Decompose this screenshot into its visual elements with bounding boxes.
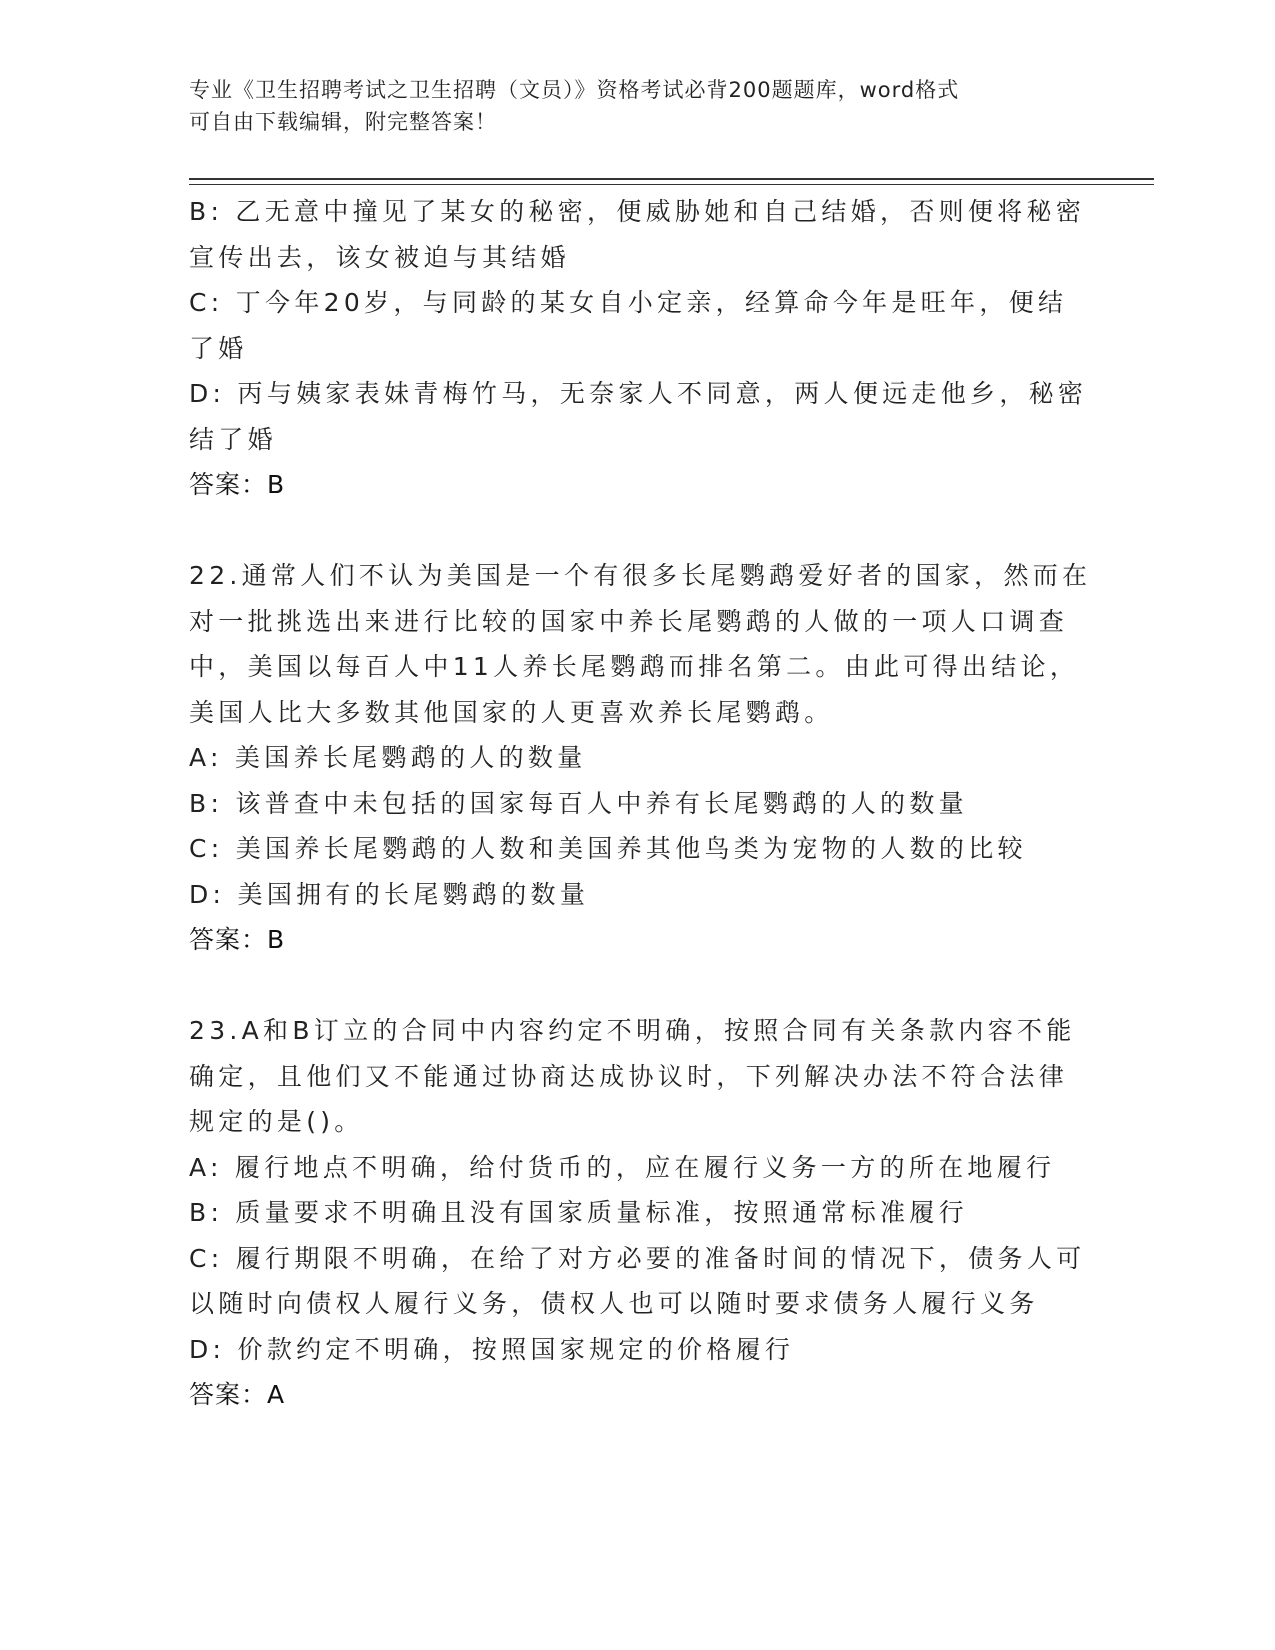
q23-option-d: D: 价款约定不明确，按照国家规定的价格履行	[189, 1334, 795, 1364]
question-content	[189, 189, 1092, 1418]
q22-option-a: A: 美国养长尾鹦鹉的人的数量	[189, 743, 587, 772]
header-divider-thick	[189, 178, 1154, 180]
q22-answer: 答案：B	[189, 925, 286, 954]
question-23-block	[189, 1008, 1089, 1418]
q22-option-d: D: 美国拥有的长尾鹦鹉的数量	[189, 879, 590, 909]
header-divider-thin	[189, 184, 1154, 185]
q22-option-b: B: 该普查中未包括的国家每百人中养有长尾鹦鹉的人的数量	[189, 788, 968, 818]
spacer	[189, 508, 1089, 554]
q22-stem-line-2: 对一批挑选出来进行比较的国家中养长尾鹦鹉的人做的一项人口调查	[189, 606, 1069, 636]
q23-option-c-line-1: C: 履行期限不明确，在给了对方必要的准备时间的情况下，债务人可	[189, 1243, 1086, 1273]
q23-stem-line-2: 确定，且他们又不能通过协商达成协议时，下列解决办法不符合法律	[189, 1061, 1069, 1091]
header-line-2: 可自由下载编辑，附完整答案！	[189, 110, 497, 134]
q22-option-c: C: 美国养长尾鹦鹉的人数和美国养其他鸟类为宠物的人数的比较	[189, 834, 1027, 863]
q23-answer: 答案：A	[189, 1380, 286, 1409]
q22-stem-line-3: 中，美国以每百人中11人养长尾鹦鹉而排名第二。由此可得出结论，	[189, 652, 1080, 681]
q21-option-c-line-1: C: 丁今年20岁，与同龄的某女自小定亲，经算命今年是旺年，便结	[189, 288, 1068, 317]
q22-stem-line-4: 美国人比大多数其他国家的人更喜欢养长尾鹦鹉。	[189, 697, 834, 727]
document-header	[189, 74, 1069, 138]
q21-option-b-line-1: B: 乙无意中撞见了某女的秘密，便威胁她和自己结婚，否则便将秘密	[189, 197, 1086, 226]
q22-stem-line-1: 22.通常人们不认为美国是一个有很多长尾鹦鹉爱好者的国家，然而在	[189, 561, 1092, 590]
spacer	[189, 963, 1089, 1009]
q21-option-d-line-2: 结了婚	[189, 424, 277, 454]
question-22-block	[189, 553, 1092, 963]
q23-option-b: B: 质量要求不明确且没有国家质量标准，按照通常标准履行	[189, 1198, 968, 1227]
q23-option-c-line-2: 以随时向债权人履行义务，债权人也可以随时要求债务人履行义务	[189, 1289, 1039, 1318]
q21-option-d-line-1: D: 丙与姨家表妹青梅竹马，无奈家人不同意，两人便远走他乡，秘密	[189, 379, 1088, 408]
question-21-block	[189, 189, 1089, 508]
q21-option-b-line-2: 宣传出去，该女被迫与其结婚	[189, 242, 570, 272]
q23-stem-line-3: 规定的是()。	[189, 1107, 364, 1136]
q21-answer: 答案：B	[189, 470, 286, 499]
q23-option-a: A: 履行地点不明确，给付货币的，应在履行义务一方的所在地履行	[189, 1152, 1056, 1182]
q21-option-c-line-2: 了婚	[189, 333, 248, 363]
q23-stem-line-1: 23.A和B订立的合同中内容约定不明确，按照合同有关条款内容不能	[189, 1016, 1076, 1045]
header-line-1: 专业《卫生招聘考试之卫生招聘（文员）》资格考试必背200题题库，word格式	[189, 78, 960, 102]
